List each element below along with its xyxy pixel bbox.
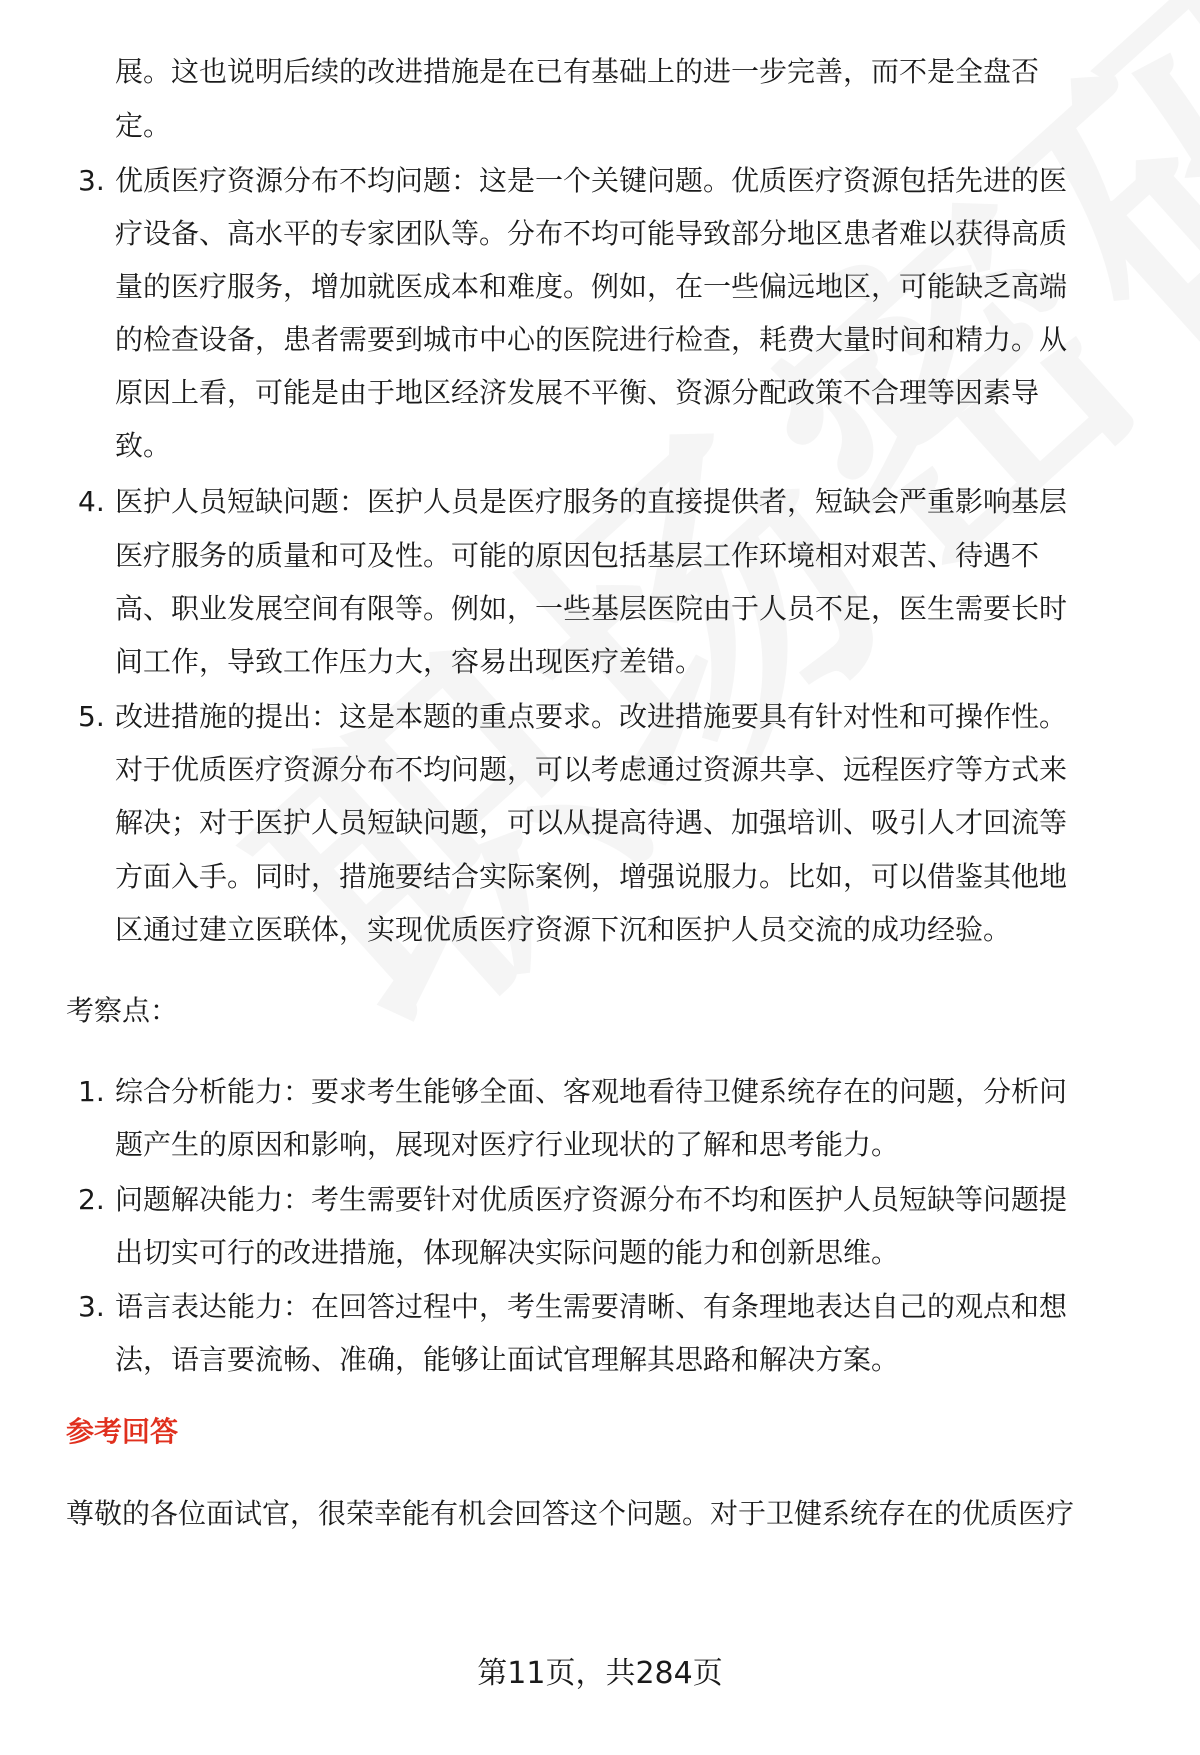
list-item-line: 综合分析能力：要求考生能够全面、客观地看待卫健系统存在的问题，分析问 (115, 1075, 1068, 1108)
list-item-line: 法，语言要流畅、准确，能够让面试官理解其思路和解决方案。 (115, 1343, 900, 1376)
list-item-line: 题产生的原因和影响，展现对医疗行业现状的了解和思考能力。 (115, 1128, 900, 1161)
reference-heading: 参考回答 (66, 1415, 179, 1448)
list-item-line: 改进措施的提出：这是本题的重点要求。改进措施要具有针对性和可操作性。 (115, 700, 1068, 733)
list-item-line: 解决；对于医护人员短缺问题，可以从提高待遇、加强培训、吸引人才回流等 (115, 806, 1068, 839)
list-item-line: 出切实可行的改进措施，体现解决实际问题的能力和创新思维。 (115, 1236, 900, 1269)
list-number: 3. (78, 164, 105, 197)
list-item-line: 语言表达能力：在回答过程中，考生需要清晰、有条理地表达自己的观点和想 (115, 1290, 1068, 1323)
list-item-line: 医护人员短缺问题：医护人员是医疗服务的直接提供者，短缺会严重影响基层 (115, 485, 1068, 518)
list-item-line: 致。 (115, 429, 172, 462)
list-item-line: 疗设备、高水平的专家团队等。分布不均可能导致部分地区患者难以获得高质 (115, 217, 1068, 250)
list-item-line: 的检查设备，患者需要到城市中心的医院进行检查，耗费大量时间和精力。从 (115, 323, 1068, 356)
paragraph-line: 尊敬的各位面试官，很荣幸能有机会回答这个问题。对于卫健系统存在的优质医疗 (66, 1497, 1075, 1530)
page-footer: 第11页，共284页 (477, 1656, 723, 1691)
list-item-line: 优质医疗资源分布不均问题：这是一个关键问题。优质医疗资源包括先进的医 (115, 164, 1068, 197)
list-item-line: 原因上看，可能是由于地区经济发展不平衡、资源分配政策不合理等因素导 (115, 376, 1040, 409)
list-item-line: 方面入手。同时，措施要结合实际案例，增强说服力。比如，可以借鉴其他地 (115, 860, 1068, 893)
list-item-line: 高、职业发展空间有限等。例如，一些基层医院由于人员不足，医生需要长时 (115, 592, 1068, 625)
list-number: 3. (78, 1290, 105, 1323)
list-number: 4. (78, 485, 105, 518)
list-item-line: 对于优质医疗资源分布不均问题，可以考虑通过资源共享、远程医疗等方式来 (115, 753, 1068, 786)
list-number: 5. (78, 700, 105, 733)
section-heading: 考察点： (66, 994, 179, 1027)
paragraph-line: 展。这也说明后续的改进措施是在已有基础上的进一步完善，而不是全盘否 (115, 55, 1040, 88)
paragraph-line: 定。 (115, 109, 172, 142)
list-item-line: 区通过建立医联体，实现优质医疗资源下沉和医护人员交流的成功经验。 (115, 913, 1012, 946)
list-item-line: 问题解决能力：考生需要针对优质医疗资源分布不均和医护人员短缺等问题提 (115, 1183, 1068, 1216)
list-number: 2. (78, 1183, 105, 1216)
list-item-line: 量的医疗服务，增加就医成本和难度。例如，在一些偏远地区，可能缺乏高端 (115, 270, 1068, 303)
list-number: 1. (78, 1075, 105, 1108)
list-item-line: 间工作，导致工作压力大，容易出现医疗差错。 (115, 645, 704, 678)
list-item-line: 医疗服务的质量和可及性。可能的原因包括基层工作环境相对艰苦、待遇不 (115, 539, 1040, 572)
